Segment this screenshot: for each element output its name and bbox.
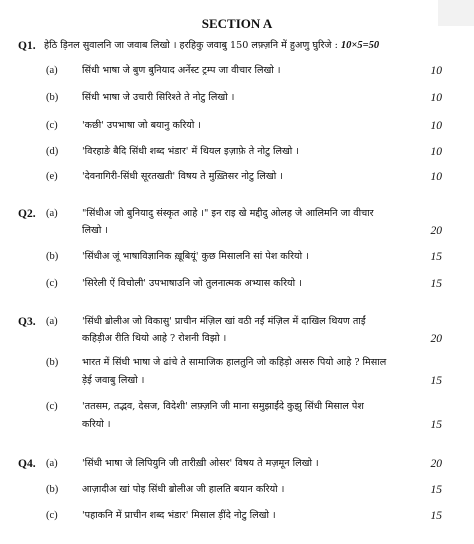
part-marks: 20	[430, 333, 442, 345]
part-text: लिखो ।	[82, 225, 109, 236]
question-number: Q3.	[18, 316, 36, 328]
part-label: (c)	[46, 120, 58, 131]
part-marks: 15	[430, 251, 442, 263]
part-text: 'देवनागिरी-सिंधी सूरतखती' विषय ते मुख़्तिसर नोटु लिखो ।	[82, 171, 283, 182]
part-text: भारत में सिंधी भाषा जे ढांचे ते सामाजिक हालतुनि जो कहिड़ो असरु पियो आहे ? मिसाल	[82, 357, 387, 368]
part-text: 'सिंधीअ जूं भाषाविज्ञानिक ख़ूबियूं' कुछ मिसालनि सां पेश करियो ।	[82, 251, 309, 262]
part-label: (c)	[46, 401, 58, 412]
part-text: 'विरहाङे बैदि सिंधी शब्द भंडार' में थियल इज़ाफ़े ते नोटु लिखो ।	[82, 146, 299, 157]
part-label: (a)	[46, 316, 58, 327]
part-text: ड़ेई जवाबु लिखो ।	[82, 375, 145, 386]
part-label: (b)	[46, 357, 59, 368]
part-marks: 20	[430, 225, 442, 237]
part-label: (a)	[46, 65, 58, 76]
part-text: 'सिंधी ॿोलीअ जो विकासु' प्राचीन मंज़िल खां वठी नईं मंज़िल में दाखिल थियण ताईं	[82, 316, 366, 327]
part-marks: 10	[430, 120, 442, 132]
question-marks: 10×5=50	[340, 40, 380, 51]
part-marks: 15	[430, 375, 442, 387]
question-number: Q2.	[18, 208, 36, 220]
part-marks: 10	[430, 146, 442, 158]
part-marks: 10	[430, 65, 442, 77]
part-label: (a)	[46, 458, 58, 469]
instruction-text: हेठि ड़िनल सुवालनि जा जवाब लिखो । हरहिकु जवाबु 150 लफ़्ज़नि में हुअणु घुरिजे :	[44, 40, 338, 51]
part-marks: 15	[430, 484, 442, 496]
part-label: (d)	[46, 146, 59, 157]
part-marks: 15	[430, 510, 442, 522]
question-number: Q4.	[18, 458, 36, 470]
part-text: कहिड़ीअ रीति थियो आहे ? रोशनी विझो ।	[82, 333, 227, 344]
part-text: 'पहाकनि में प्राचीन शब्द भंडार' मिसाल ड़ींदे नोटु लिखो ।	[82, 510, 276, 521]
part-text: 'सिंधी भाषा जे लिपियुनि जी तारीख़ी ओसर' विषय ते मज़मून लिखो ।	[82, 458, 319, 469]
part-label: (c)	[46, 278, 58, 289]
part-text: आज़ादीअ खां पोइ सिंधी ॿोलीअ जी हालति बयान करियो ।	[82, 484, 285, 495]
part-text: सिंधी भाषा जे बुण बुनियाद अर्नेस्ट ट्रम्प जा वीचार लिखो ।	[82, 65, 281, 76]
part-marks: 15	[430, 419, 442, 431]
part-label: (e)	[46, 171, 58, 182]
part-text: करियो ।	[82, 419, 111, 430]
part-label: (a)	[46, 208, 58, 219]
part-marks: 10	[430, 92, 442, 104]
part-marks: 10	[430, 171, 442, 183]
part-label: (b)	[46, 251, 59, 262]
question-number: Q1.	[18, 40, 36, 52]
part-label: (c)	[46, 510, 58, 521]
part-label: (b)	[46, 484, 59, 495]
part-text: सिंधी भाषा जे उचारी सिरिश्ते ते नोटु लिखो ।	[82, 92, 235, 103]
part-text: "सिंधीअ जो बुनियादु संस्कृत आहे ।" इन राइ खे मद्दीदु ओलह जे आलिमनि जा वीचार	[82, 208, 374, 219]
section-title: SECTION A	[201, 16, 273, 31]
part-text: 'कछी' उपभाषा जो बयानु करियो ।	[82, 120, 201, 131]
part-text: 'सिरेली ऐं विचोली' उपभाषाउनि जो तुलनात्मक अभ्यास करियो ।	[82, 278, 302, 289]
part-marks: 20	[430, 458, 442, 470]
part-label: (b)	[46, 92, 59, 103]
part-marks: 15	[430, 278, 442, 290]
part-text: 'ततसम, तद्भव, देसज, विदेशी' लफ़्ज़नि जी माना समुझाईंदे कुझु सिंधी मिसाल पेश	[82, 401, 364, 412]
question-instruction	[44, 39, 444, 53]
